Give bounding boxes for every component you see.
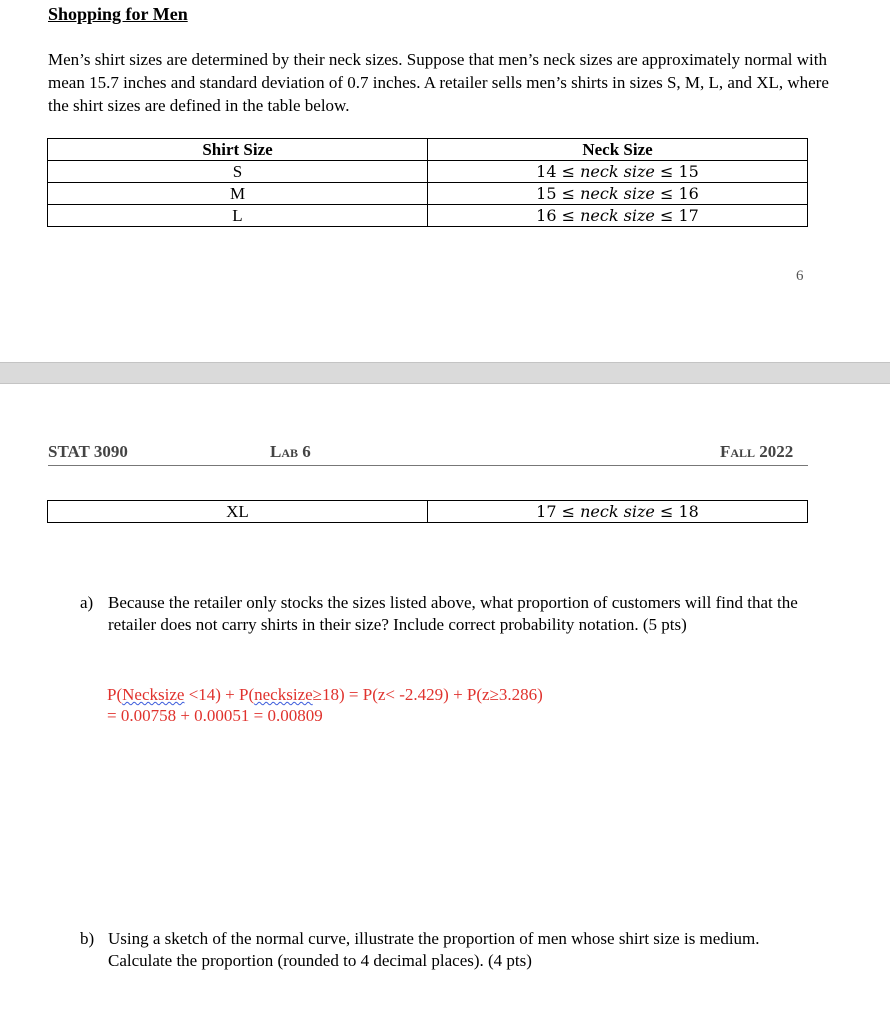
header-course: STAT 3090 bbox=[48, 442, 128, 461]
header-neck-size: Neck Size bbox=[428, 139, 808, 161]
header-shirt-size: Shirt Size bbox=[48, 139, 428, 161]
table-row bbox=[48, 183, 808, 205]
spellcheck-word: Necksize bbox=[122, 685, 185, 704]
answer-a-line-2: = 0.00758 + 0.00051 = 0.00809 bbox=[107, 706, 323, 725]
spellcheck-word: necksize bbox=[254, 685, 313, 704]
page-number: 6 bbox=[796, 268, 804, 284]
header-lab: Lab 6 bbox=[270, 442, 311, 461]
table-row bbox=[48, 205, 808, 227]
neck-size-cell: 14 ≤ neck size ≤ 15 bbox=[428, 161, 808, 183]
neck-size-cell: 16 ≤ neck size ≤ 17 bbox=[428, 205, 808, 227]
shirt-size-cell: L bbox=[48, 205, 428, 227]
size-table bbox=[47, 138, 808, 227]
table-row bbox=[48, 501, 808, 523]
shirt-size-cell: XL bbox=[48, 501, 428, 523]
question-b-label: b) bbox=[80, 929, 95, 948]
question-a-label: a) bbox=[80, 593, 94, 612]
neck-size-cell: 15 ≤ neck size ≤ 16 bbox=[428, 183, 808, 205]
section-title: Shopping for Men bbox=[48, 4, 188, 24]
question-b bbox=[80, 928, 820, 972]
table-header-row bbox=[48, 139, 808, 161]
question-a-text: Because the retailer only stocks the sizes listed above, what proportion of customers will find that the retailer does not carry shirts in their size? Include correct probability notation. (5 pts) bbox=[108, 593, 798, 634]
answer-a bbox=[107, 684, 543, 726]
header-rule bbox=[48, 465, 808, 466]
header-term: Fall 2022 bbox=[720, 442, 794, 461]
question-a bbox=[80, 592, 820, 636]
page-1 bbox=[0, 0, 890, 362]
answer-a-line-1: P(Necksize <14) + P(necksize≥18) = P(z< -2.429) + P(z≥3.286) bbox=[107, 685, 543, 704]
shirt-size-cell: S bbox=[48, 161, 428, 183]
intro-paragraph: Men’s shirt sizes are determined by their neck sizes. Suppose that men’s neck sizes are approximately normal with mean 15.7 inches and standard deviation of 0.7 inches. A retailer sells men’s shirts in sizes S, M, L, and XL, where the shirt sizes are defined in the table below. bbox=[48, 50, 829, 115]
size-table-continued bbox=[47, 500, 808, 523]
shirt-size-cell: M bbox=[48, 183, 428, 205]
neck-size-cell: 17 ≤ neck size ≤ 18 bbox=[428, 501, 808, 523]
page-break bbox=[0, 362, 890, 384]
question-b-text: Using a sketch of the normal curve, illustrate the proportion of men whose shirt size is medium. Calculate the proportion (rounded to 4 decimal places). (4 pts) bbox=[108, 929, 760, 970]
table-row bbox=[48, 161, 808, 183]
